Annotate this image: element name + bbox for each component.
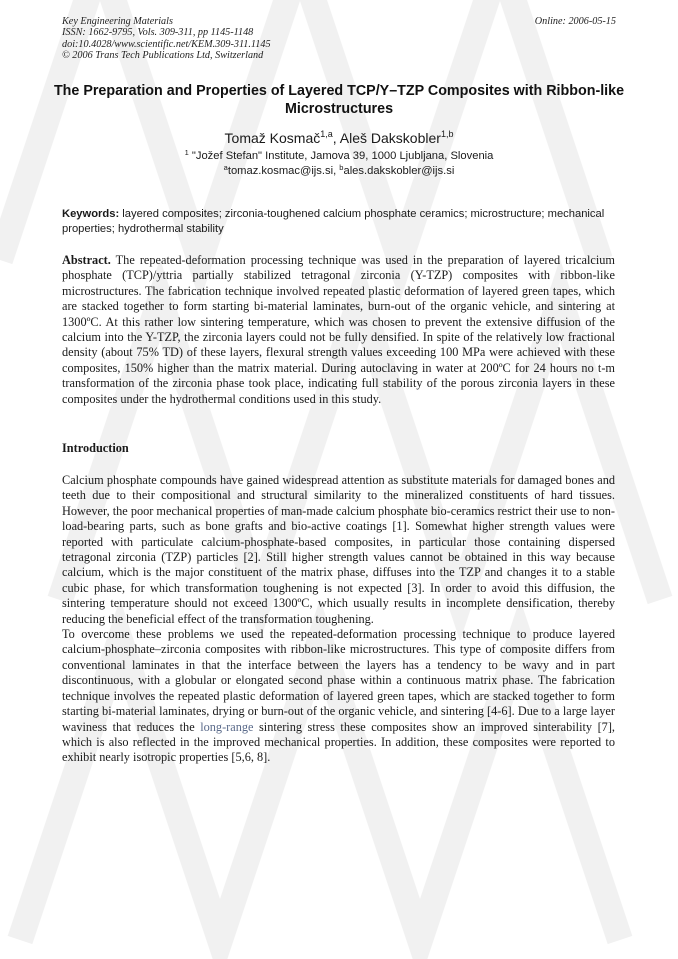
email-superscript: b: [339, 162, 344, 172]
affiliation-block: [50, 149, 628, 178]
online-date: Online: 2006-05-15: [534, 16, 616, 27]
email-superscript: a: [223, 162, 228, 172]
author-separator: ,: [332, 130, 340, 146]
paragraph-text: sintering stress these composites show an improved sinterability [7], which is also reflected in the improved mechanical properties. In addition, these composites were reported to exhibit nearly isotropic properties [5,6, 8].: [62, 719, 615, 765]
affiliation-text: "Jožef Stefan" Institute, Jamova 39, 1000 Ljubljana, Slovenia: [188, 150, 494, 162]
author-superscript: 1,b: [440, 129, 454, 139]
highlighted-term: long-range: [200, 719, 254, 734]
keywords-label: Keywords:: [62, 208, 120, 220]
affiliation-superscript: 1: [184, 148, 189, 157]
author-name: Aleš Dakskobler: [339, 130, 441, 146]
paragraph: Calcium phosphate compounds have gained widespread attention as substitute materials for damaged bones and teeth due to their compositional and structural similarity to the mineralized constituents of hard tissues. However, the poor mechanical properties of man-made calcium phosphate bio-ceramics restrict their use to non-load-bearing parts, such as bone grafts and bio-active coatings [1]. Somewhat higher strength values were reported with particulate calcium-phosphate-based composites, in particular those containing dispersed tetragonal zirconia (TZP) particles [2]. Still higher strength values cannot be obtained in this way because calcium, which is the major constituent of the matrix phase, diffuses into the TZP and changes it to a stable cubic phase, for which transformation toughening is not expected [3]. In order to avoid this diffusion, the sintering temperature should not exceed 1300ºC, which usually results in incomplete densification, thereby reducing the beneficial effect of the transformation toughening.: [62, 473, 615, 626]
author-line: [50, 129, 628, 147]
paragraph-text: To overcome these problems we used the repeated-deformation processing technique to produce layered calcium-phosphate–zirconia composites with ribbon-like microstructures. This type of composite differs from conventional laminates in that the interface between the layers has a tendency to be wavy and in part discontinuous, with a globular or elongated second phase within a continuous matrix phase. The fabrication technique involves the repeated plastic deformation of layered green tapes, which are stacked together to form starting bi-material laminates, drying or burn-out of the organic vehicle, and sintering [4-6]. Due to a large layer waviness that reduces the: [62, 627, 615, 734]
email-line: [50, 164, 628, 179]
copyright-line: © 2006 Trans Tech Publications Ltd, Switzerland: [62, 50, 264, 62]
email-link[interactable]: tomaz.kosmac@ijs.si: [227, 164, 334, 177]
issn-line: ISSN: 1662-9795, Vols. 309-311, pp 1145-1148: [62, 27, 254, 39]
author-name: Tomaž Kosmač: [224, 130, 321, 146]
paper-title: The Preparation and Properties of Layered TCP/Y–TZP Composites with Ribbon-like Microstructures: [53, 83, 625, 117]
section-heading-introduction: Introduction: [62, 441, 129, 455]
keywords-block: [62, 207, 615, 238]
affiliation-line: [50, 149, 628, 164]
paragraph: [62, 627, 615, 766]
abstract-text: The repeated-deformation processing technique was used in the preparation of layered tricalcium phosphate (TCP)/yttria partially stabilized tetragonal zirconia (Y-TZP) composites with ribbon-like microstructures. The fabrication technique involved repeated plastic deformation of layered green tapes, which are stacked together to form starting bi-material laminates, burn-out of the organic vehicle, and sintering at 1300ºC. At this rather low sintering temperature, which was chosen to prevent the extensive diffusion of the calcium into the Y-TZP, the zirconia layers could not be fully densified. In spite of the relatively low fractional density (about 75% TD) of these layers, flexural strength values exceeding 100 MPa were achieved with these composites, 150% higher than the matrix material. During autoclaving in water at 200ºC for 24 hours no t-m transformation of the zirconia phase took place, indicating full stability of the porous zirconia layers in these composites under the hydrothermal conditions used in this study.: [62, 253, 615, 406]
journal-metadata: [62, 16, 271, 62]
abstract-block: [62, 253, 615, 407]
introduction-body: [62, 473, 615, 766]
email-link[interactable]: ales.dakskobler@ijs.si: [343, 164, 455, 177]
email-separator: ,: [333, 164, 340, 177]
keywords-text: layered composites; zirconia-toughened calcium phosphate ceramics; microstructure; mechanical properties; hydrothermal stability: [62, 208, 605, 236]
doi-line: doi:10.4028/www.scientific.net/KEM.309-311.1145: [62, 38, 271, 50]
journal-name: Key Engineering Materials: [62, 16, 173, 27]
abstract-label: Abstract.: [62, 253, 111, 267]
author-superscript: 1,a: [320, 129, 333, 139]
